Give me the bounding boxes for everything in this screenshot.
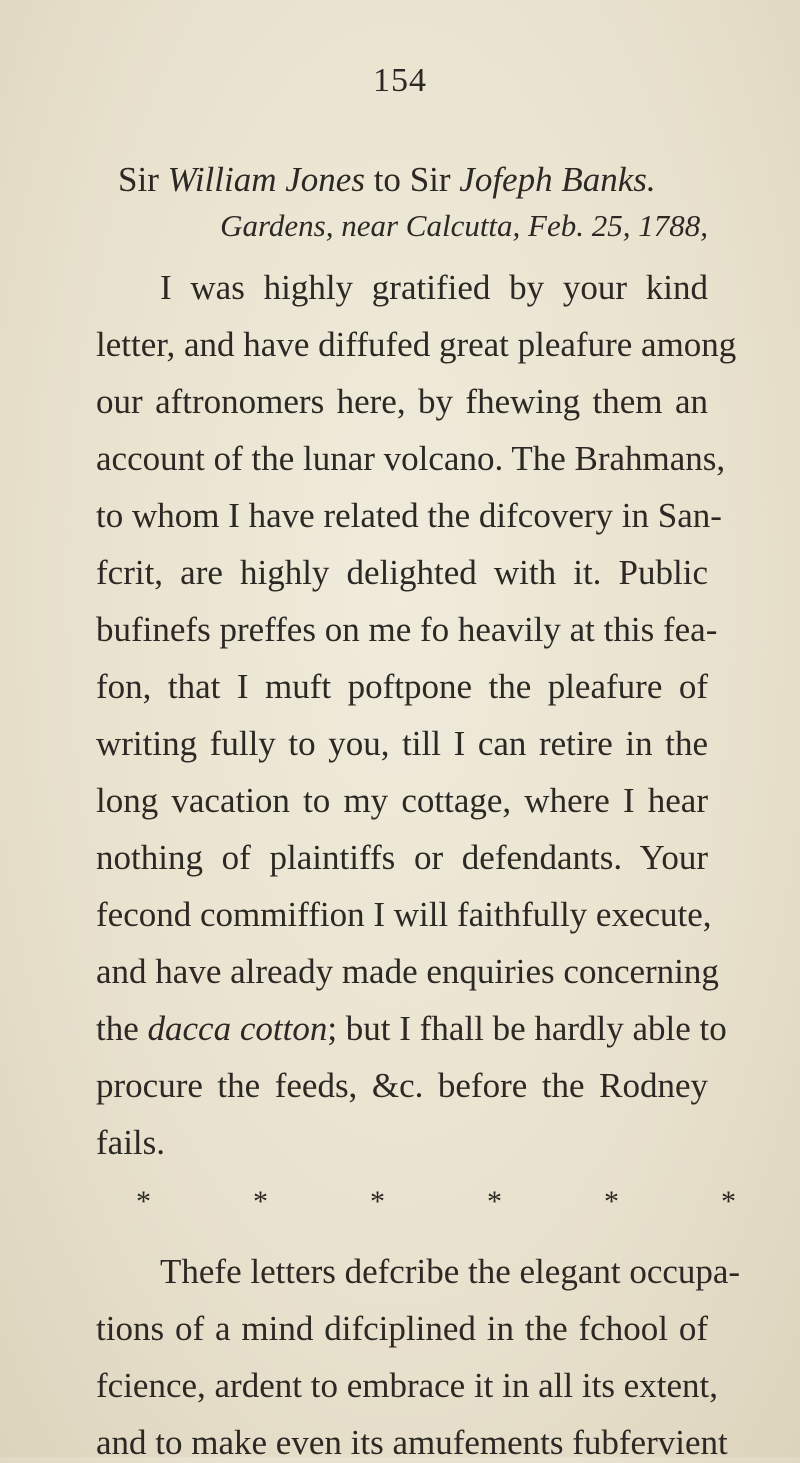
- recipient-name: Jofeph Banks.: [459, 160, 656, 199]
- commentary-line: fcience, ardent to embrace it in all its extent,: [96, 1366, 718, 1405]
- page-number: 154: [373, 62, 427, 99]
- letter-line: account of the lunar volcano. The Brahmans,: [96, 439, 726, 478]
- letter-line: and have already made enquiries concerning: [96, 952, 719, 991]
- letter-line: to whom I have related the difcovery in San-: [96, 496, 722, 535]
- letter-dateline: Gardens, near Calcutta, Feb. 25, 1788,: [220, 208, 708, 243]
- letter-line: nothing of plaintiffs or defendants. Your: [96, 838, 708, 877]
- separator-star: *: [136, 1185, 151, 1218]
- letter-line: procure the feeds, &c. before the Rodney: [96, 1066, 708, 1105]
- separator-star: *: [487, 1185, 502, 1218]
- letter-line: our aftronomers here, by fhewing them an: [96, 382, 708, 421]
- letter-line: bufinefs preffes on me fo heavily at this fea-: [96, 610, 718, 649]
- letter-text: the: [96, 1009, 139, 1048]
- letter-line: I was highly gratified by your kind: [160, 268, 708, 307]
- letter-line: long vacation to my cottage, where I hear: [96, 781, 708, 820]
- commentary-line: tions of a mind difciplined in the fchool of: [96, 1309, 708, 1348]
- letter-line: fails.: [96, 1123, 166, 1162]
- separator-star: *: [370, 1185, 385, 1218]
- letter-line: fon, that I muft poftpone the pleafure of: [96, 667, 708, 706]
- salutation-sir: Sir: [118, 160, 159, 199]
- salutation-sir-recipient: Sir: [409, 160, 451, 199]
- commentary-line: and to make even its amufements fubfervient: [96, 1423, 728, 1462]
- separator-star: *: [721, 1185, 736, 1218]
- letter-salutation: [118, 160, 656, 200]
- letter-line: writing fully to you, till I can retire in the: [96, 724, 708, 763]
- letter-line: fcrit, are highly delighted with it. Public: [96, 553, 708, 592]
- commentary-line: Thefe letters defcribe the elegant occupa-: [160, 1252, 741, 1291]
- sender-name: William Jones: [167, 160, 365, 199]
- asterism-separator: [136, 1185, 736, 1219]
- separator-star: *: [253, 1185, 268, 1218]
- salutation-to: to: [373, 160, 401, 199]
- letter-line: fecond commiffion I will faithfully execute,: [96, 895, 712, 934]
- letter-line: [96, 1009, 727, 1049]
- letter-line: letter, and have diffufed great pleafure among: [96, 325, 737, 364]
- separator-star: *: [604, 1185, 619, 1218]
- letter-text-italic: dacca cotton: [147, 1009, 328, 1048]
- letter-text: ; but I fhall be hardly able to: [327, 1009, 727, 1048]
